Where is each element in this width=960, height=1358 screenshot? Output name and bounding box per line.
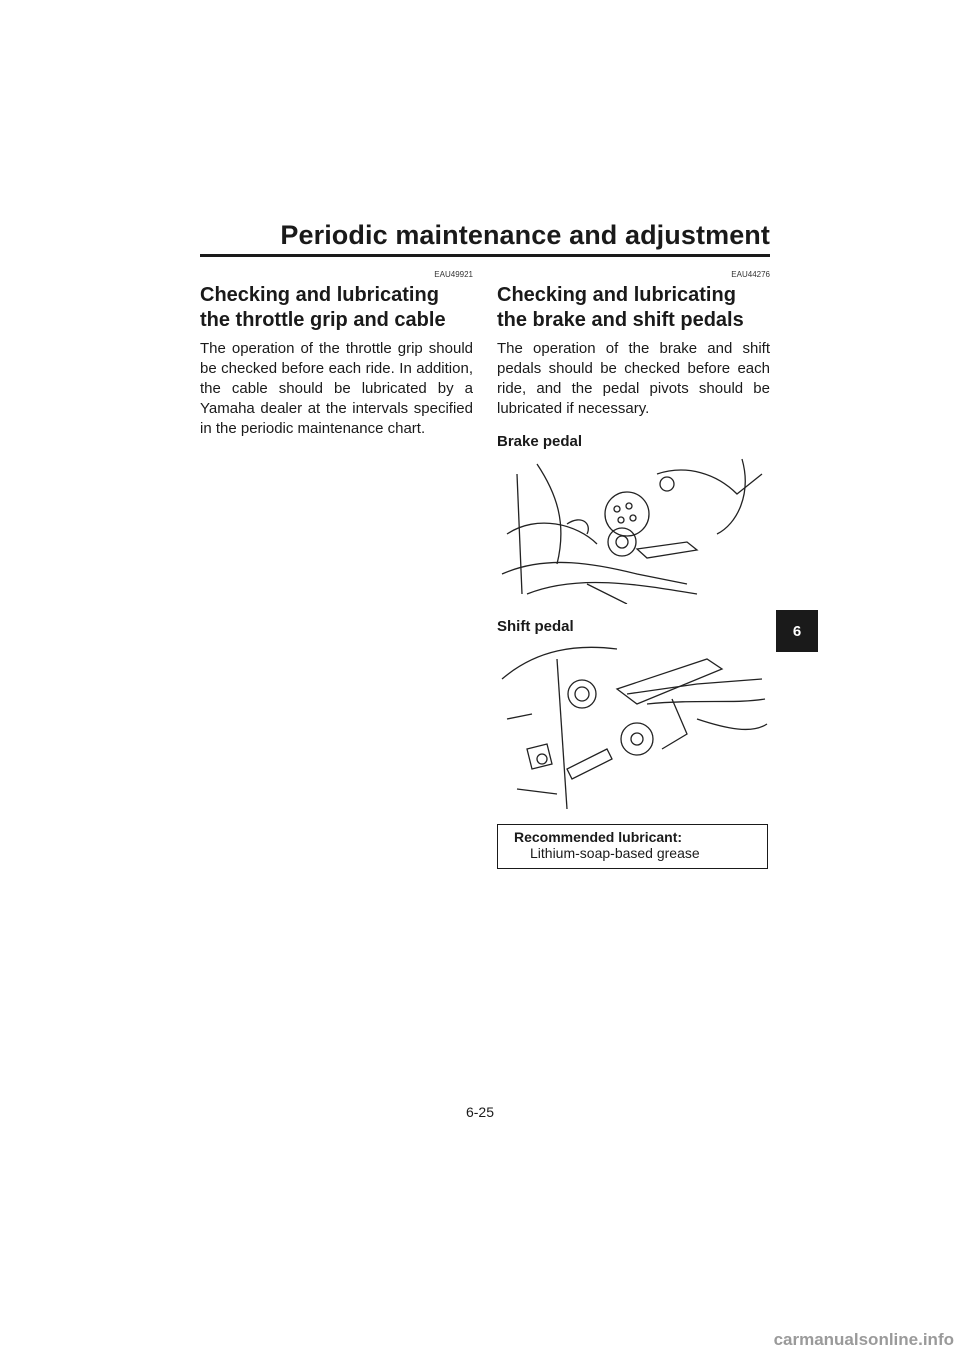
right-column (497, 270, 770, 789)
section-body: The operation of the brake and shift pedals should be checked before each ride, and the pedal pivots should be lubricated if necessary. (497, 340, 770, 417)
lubricant-value: Lithium-soap-based grease (530, 845, 700, 861)
section-title: Checking and lubricating the brake and shift pedals (497, 284, 744, 331)
page-header: Periodic maintenance and adjustment (280, 220, 770, 250)
lubricant-title: Recommended lubricant: (514, 829, 683, 845)
brake-pedal-illustration (497, 454, 770, 604)
brake-pedal-label: Brake pedal (497, 433, 583, 450)
section-code: EAU49921 (434, 270, 473, 279)
recommended-lubricant-box (497, 824, 768, 869)
page-number: 6-25 (465, 1104, 495, 1120)
shift-pedal-label: Shift pedal (497, 618, 574, 635)
shift-pedal-illustration (497, 639, 770, 789)
watermark: carmanualsonline.info (773, 1330, 954, 1349)
left-column (200, 270, 473, 439)
section-body: The operation of the throttle grip should be checked before each ride. In addition, the cable should be lubricated by a Yamaha dealer at the intervals specified in the periodic maintenance chart. (200, 340, 473, 437)
section-code: EAU44276 (731, 270, 770, 279)
section-title: Checking and lubricating the throttle grip and cable (200, 284, 446, 331)
chapter-tab: 6 (776, 610, 818, 652)
header-rule (200, 254, 770, 257)
